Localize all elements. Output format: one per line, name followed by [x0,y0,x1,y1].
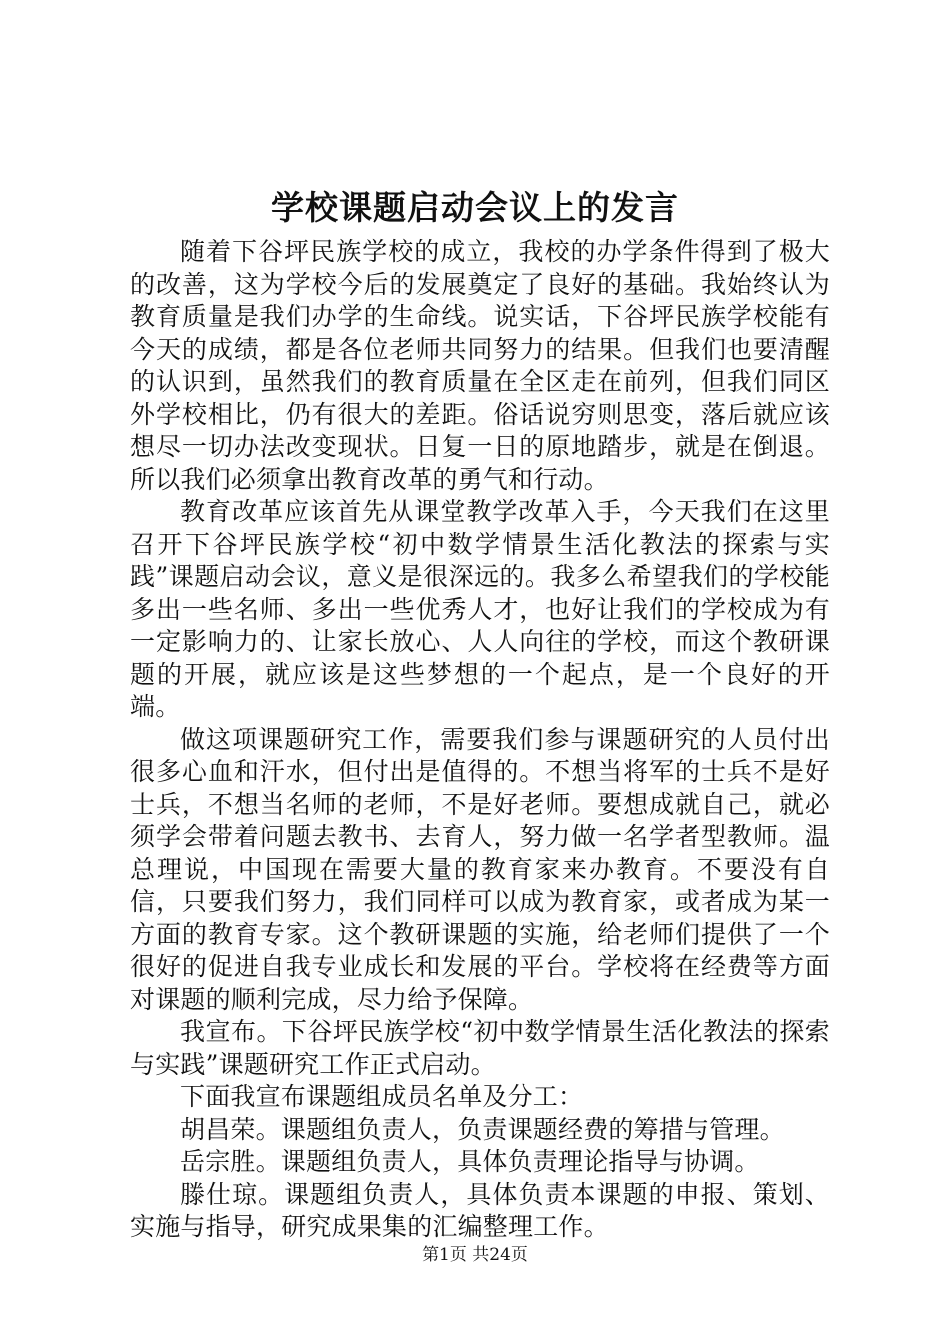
paragraph-member-3: 滕仕琼。课题组负责人，具体负责本课题的申报、策划、实施与指导，研究成果集的汇编整理工作。 [130,1179,830,1241]
document-body [130,236,830,1244]
paragraph-intro: 随着下谷坪民族学校的成立，我校的办学条件得到了极大的改善，这为学校今后的发展奠定了良好的基础。我始终认为教育质量是我们办学的生命线。说实话，下谷坪民族学校能有今天的成绩，都是各位老师共同努力的结果。但我们也要清醒的认识到，虽然我们的教育质量在全区走在前列，但我们同区外学校相比，仍有很大的差距。俗话说穷则思变，落后就应该想尽一切办法改变现状。日复一日的原地踏步，就是在倒退。所以我们必须拿出教育改革的勇气和行动。 [130,237,830,494]
paragraph-member-list-intro: 下面我宣布课题组成员名单及分工： [180,1082,584,1111]
paragraph-announcement: 我宣布。下谷坪民族学校“初中数学情景生活化教法的探索与实践”课题研究工作正式启动。 [130,1017,830,1079]
paragraph-reform: 教育改革应该首先从课堂教学改革入手，今天我们在这里召开下谷坪民族学校“初中数学情景生活化教法的探索与实践”课题启动会议，意义是很深远的。我多么希望我们的学校能多出一些名师、多出一些优秀人才，也好让我们的学校成为有一定影响力的、让家长放心、人人向往的学校，而这个教研课题的开展，就应该是这些梦想的一个起点，是一个良好的开端。 [130,497,830,721]
page-number-footer: 第1页 共24页 [422,1245,528,1265]
paragraph-research: 做这项课题研究工作，需要我们参与课题研究的人员付出很多心血和汗水，但付出是值得的。不想当将军的士兵不是好士兵，不想当名师的老师，不是好老师。要想成就自己，就必须学会带着问题去教书、去育人，努力做一名学者型教师。温总理说，中国现在需要大量的教育家来办教育。不要没有自信，只要我们努力，我们同样可以成为教育家，或者成为某一方面的教育专家。这个教研课题的实施，给老师们提供了一个很好的促进自我专业成长和发展的平台。学校将在经费等方面对课题的顺利完成，尽力给予保障。 [130,724,830,1014]
paragraph-member-2: 岳宗胜。课题组负责人，具体负责理论指导与协调。 [180,1147,760,1176]
document-title: 学校课题启动会议上的发言 [271,188,679,227]
paragraph-member-1: 胡昌荣。课题组负责人，负责课题经费的筹措与管理。 [180,1114,785,1144]
